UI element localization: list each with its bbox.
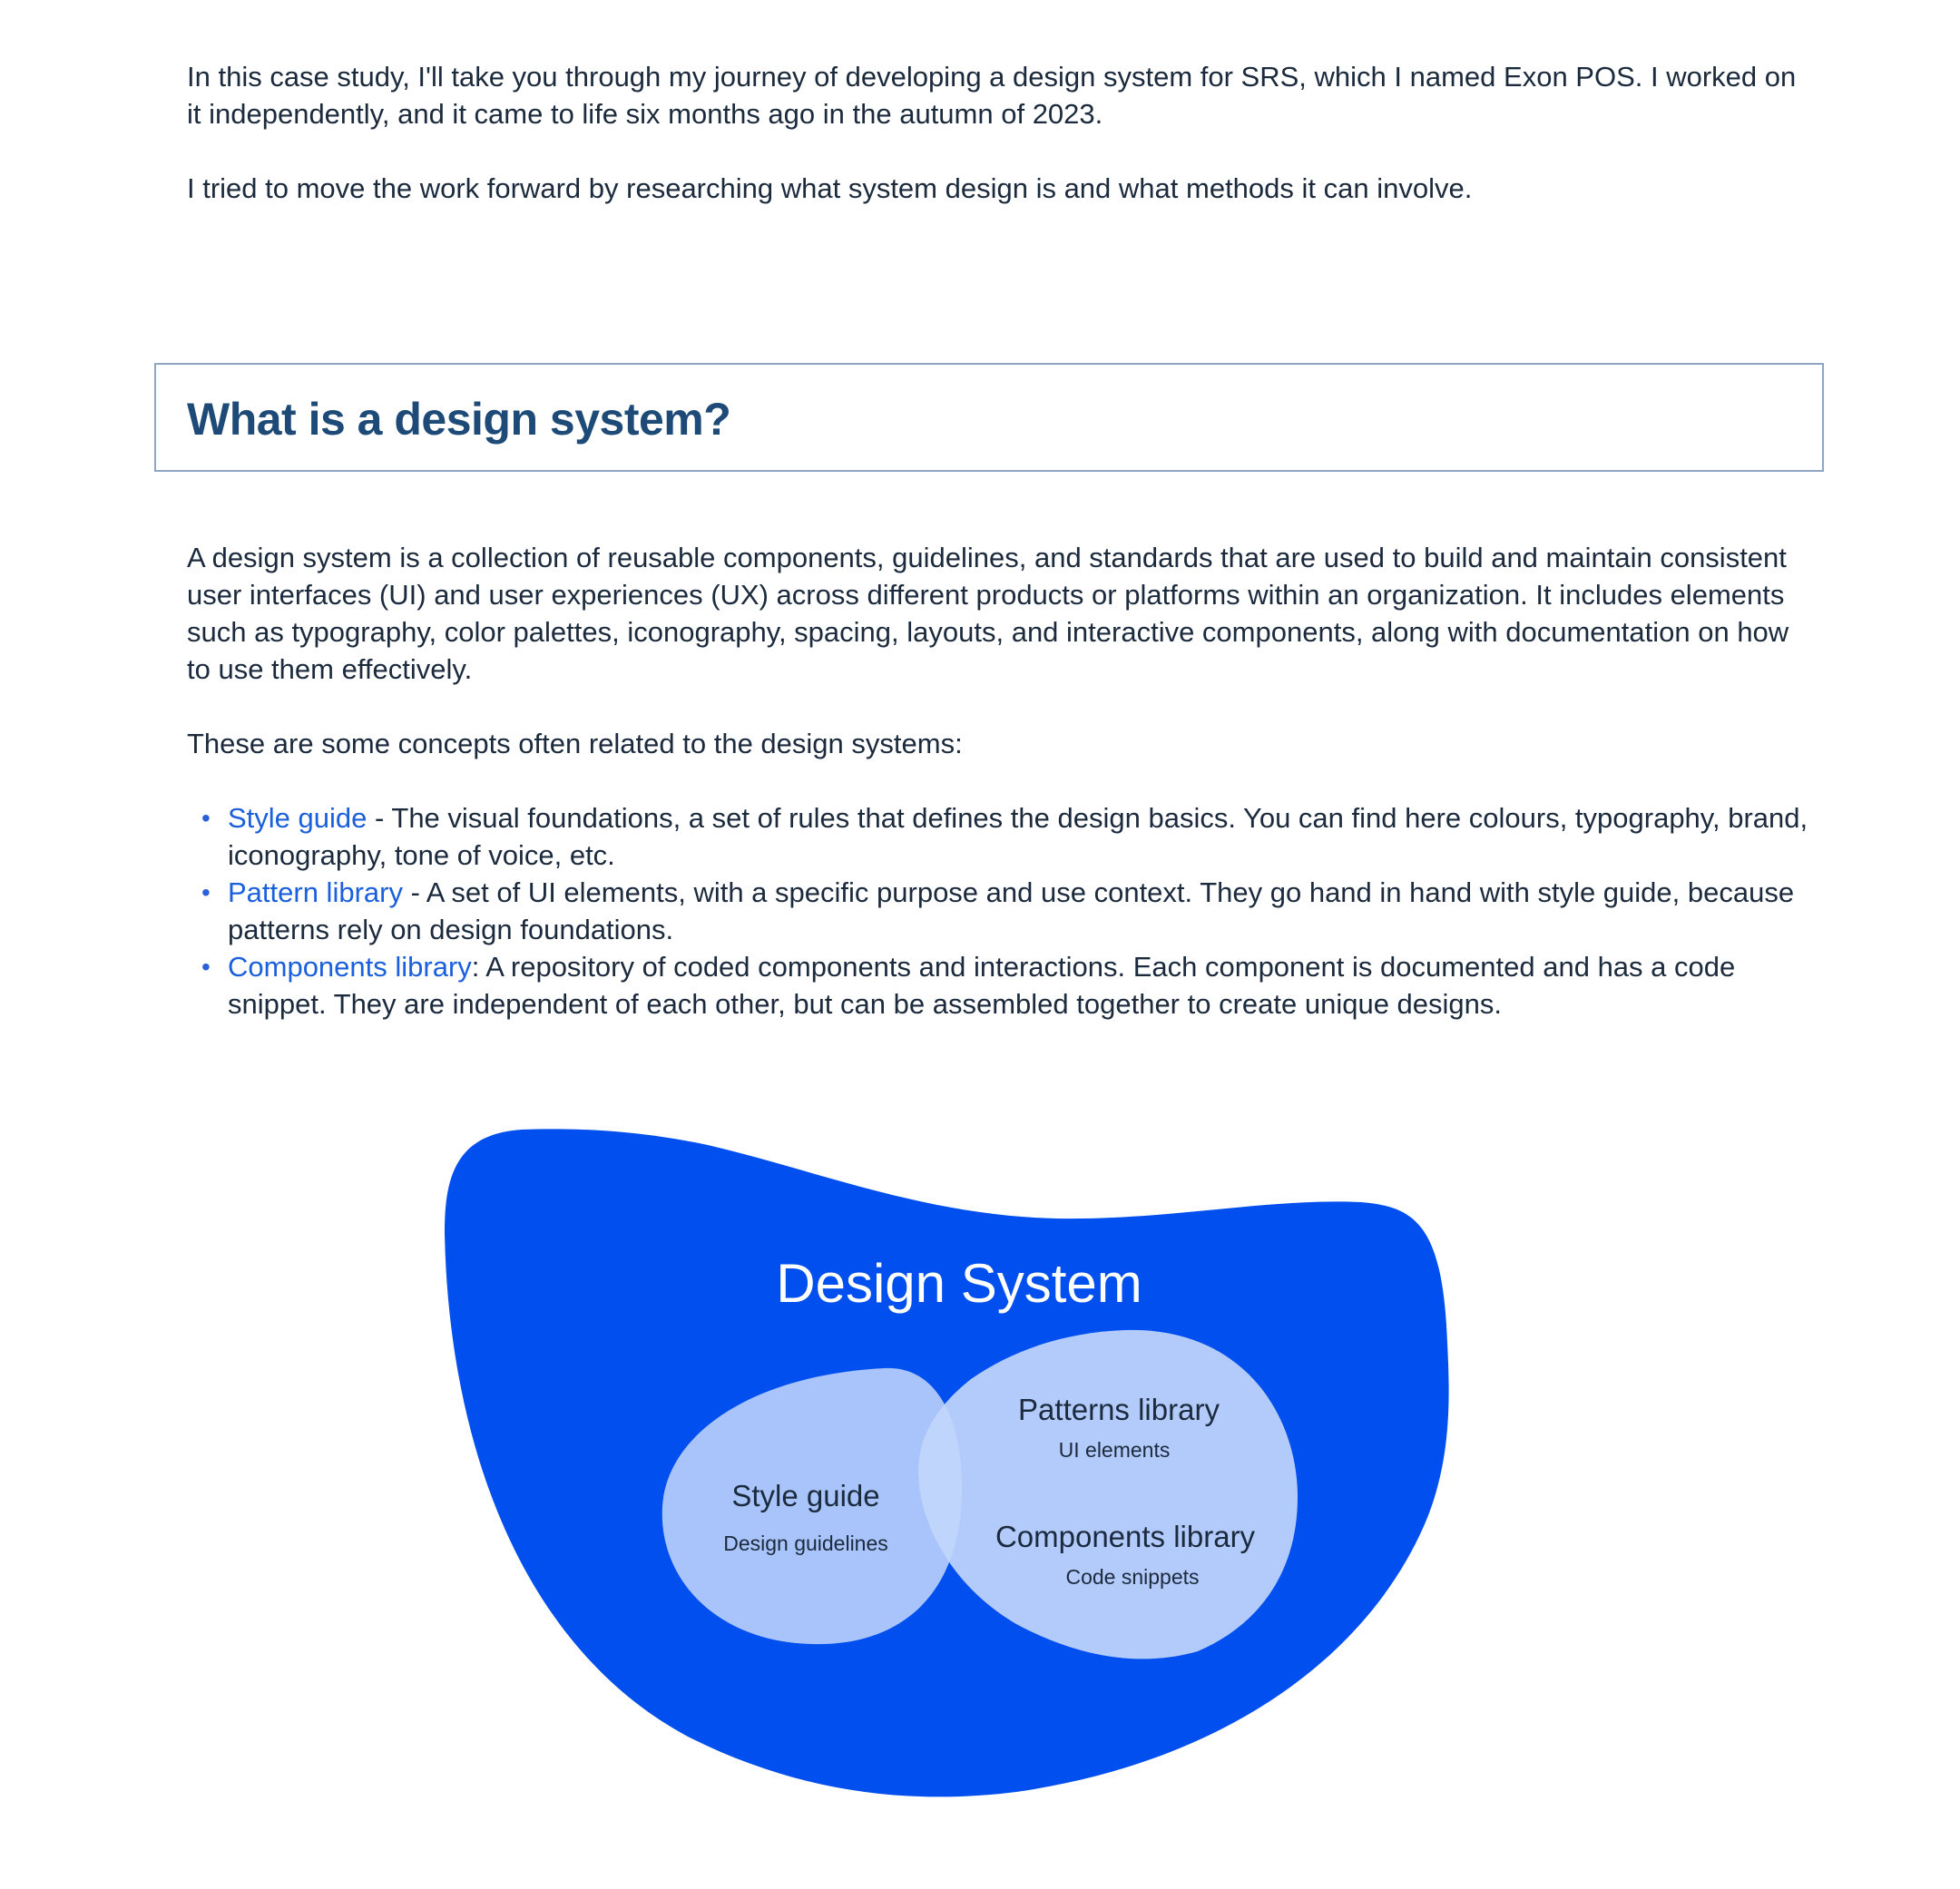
concepts-intro: These are some concepts often related to the design systems: [187,728,963,759]
diagram-svg [0,1116,1960,1806]
patterns-library-sublabel: UI elements [1058,1438,1171,1462]
section-body [187,539,1811,1023]
patterns-library-label: Patterns library [1018,1393,1220,1426]
list-item-description: - The visual foundations, a set of rules that defines the design basics. You can find here colours, typography, brand, iconography, tone of voice, etc. [228,802,1808,871]
list-item [201,948,1811,1023]
list-item-description: - A set of UI elements, with a specific purpose and use context. They go hand in hand with style guide, because patterns rely on design foundations. [228,876,1795,945]
list-item [201,799,1811,874]
section-heading: What is a design system? [187,394,731,445]
concepts-list [187,799,1811,1023]
list-item [201,874,1811,948]
style-guide-link[interactable]: Style guide [228,802,368,834]
diagram-title: Design System [776,1253,1142,1314]
components-library-sublabel: Code snippets [1065,1565,1200,1589]
intro-paragraph-2: I tried to move the work forward by researching what system design is and what methods it can involve. [187,172,1473,204]
intro-section [187,58,1811,207]
bullet-icon: • [201,953,211,981]
list-item-description: : A repository of coded components and interactions. Each component is documented and has a code snippet. They are independent of each other, but can be assembled together to create unique designs. [228,951,1736,1020]
definition-paragraph: A design system is a collection of reusable components, guidelines, and standards that are used to build and maintain consistent user interfaces (UI) and user experiences (UX) across different products or platforms within an organization. It includes elements such as typography, color palettes, iconography, spacing, layouts, and interactive components, along with documentation on how to use them effectively. [187,542,1789,685]
style-guide-label: Style guide [731,1479,880,1512]
style-guide-sublabel: Design guidelines [723,1532,888,1555]
pattern-library-link[interactable]: Pattern library [228,876,403,908]
components-library-link[interactable]: Components library [228,951,472,983]
bullet-icon: • [201,804,211,832]
components-library-label: Components library [995,1520,1256,1553]
intro-paragraph-1: In this case study, I'll take you through my journey of developing a design system for SRS, which I named Exon POS. I worked on it independently, and it came to life six months ago in the autumn of 2023. [187,61,1797,130]
design-system-diagram [0,1116,1960,1806]
bullet-icon: • [201,878,211,906]
section-heading-box [154,363,1824,472]
